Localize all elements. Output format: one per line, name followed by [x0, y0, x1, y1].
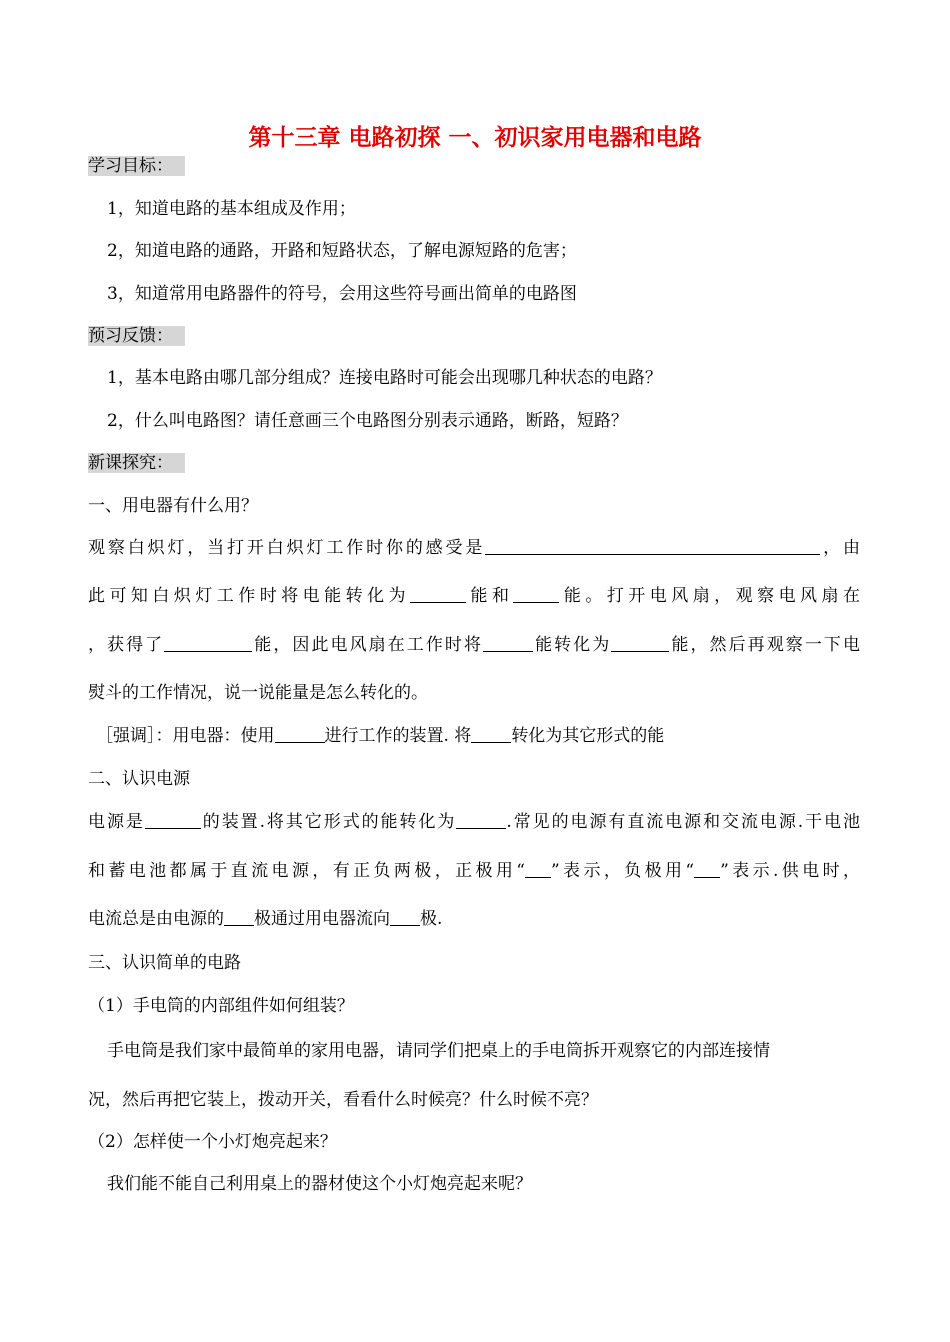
fill-blank[interactable]	[275, 726, 325, 743]
section-3-heading: 三、认识简单的电路	[88, 953, 241, 973]
goal-item: 3，知道常用电路器件的符号，会用这些符号画出简单的电路图	[107, 284, 577, 304]
s2-line-3: 电流总是由电源的 极通过用电器流向 极.	[88, 909, 443, 929]
fill-blank[interactable]	[456, 812, 506, 829]
fill-blank[interactable]	[483, 635, 533, 652]
s3-question-1: （1）手电筒的内部组件如何组装？	[88, 996, 354, 1016]
section-1-heading: 一、用电器有什么用？	[88, 496, 258, 516]
s1-line-2: 此可知白炽灯工作时将电能转化为 能和 能。打开电风扇，观察电风扇在	[88, 586, 860, 606]
goal-item: 2，知道电路的通路，开路和短路状态，了解电源短路的危害；	[107, 241, 577, 261]
preview-item: 2，什么叫电路图？请任意画三个电路图分别表示通路，断路，短路？	[107, 411, 628, 431]
fill-blank[interactable]	[485, 538, 820, 555]
fill-blank[interactable]	[224, 909, 254, 926]
fill-blank[interactable]	[145, 812, 201, 829]
s2-line-2: 和蓄电池都属于直流电源，有正负两极，正极用“ ”表示，负极用“ ”表示.供电时，	[88, 861, 860, 881]
s1-emphasis: ［强调］：用电器：使用 进行工作的装置. 将 转化为其它形式的能	[96, 726, 665, 746]
fill-blank[interactable]	[525, 861, 551, 878]
goal-item: 1，知道电路的基本组成及作用；	[107, 199, 356, 219]
page-title: 第十三章 电路初探 一、初识家用电器和电路	[248, 124, 702, 151]
fill-blank[interactable]	[513, 586, 559, 603]
fill-blank[interactable]	[471, 726, 511, 743]
fill-blank[interactable]	[410, 586, 466, 603]
s1-line-4: 熨斗的工作情况，说一说能量是怎么转化的。	[88, 683, 428, 703]
fill-blank[interactable]	[611, 635, 669, 652]
s1-line-1: 观察白炽灯，当打开白炽灯工作时你的感受是 ，由	[88, 538, 861, 558]
s1-line-3: ，获得了 能，因此电风扇在工作时将 能转化为 能，然后再观察一下电	[88, 635, 860, 655]
s2-line-1: 电源是 的装置.将其它形式的能转化为 .常见的电源有直流电源和交流电源.干电池	[88, 812, 861, 832]
s3-paragraph-1: 手电筒是我们家中最简单的家用电器，请同学们把桌上的手电筒拆开观察它的内部连接情	[107, 1041, 770, 1061]
s3-paragraph-1-cont: 况，然后再把它装上，拨动开关，看看什么时候亮？什么时候不亮？	[88, 1090, 598, 1110]
section-2-heading: 二、认识电源	[88, 769, 190, 789]
preview-item: 1，基本电路由哪几部分组成？连接电路时可能会出现哪几种状态的电路？	[107, 368, 662, 388]
fill-blank[interactable]	[694, 861, 720, 878]
fill-blank[interactable]	[390, 909, 420, 926]
goals-heading: 学习目标：	[88, 155, 185, 177]
s3-question-2: （2）怎样使一个小灯炮亮起来？	[88, 1132, 337, 1152]
new-lesson-heading: 新课探究：	[88, 452, 185, 474]
s3-paragraph-2: 我们能不能自己利用桌上的器材使这个小灯炮亮起来呢？	[107, 1174, 532, 1194]
fill-blank[interactable]	[164, 635, 252, 652]
preview-heading: 预习反馈：	[88, 325, 185, 347]
